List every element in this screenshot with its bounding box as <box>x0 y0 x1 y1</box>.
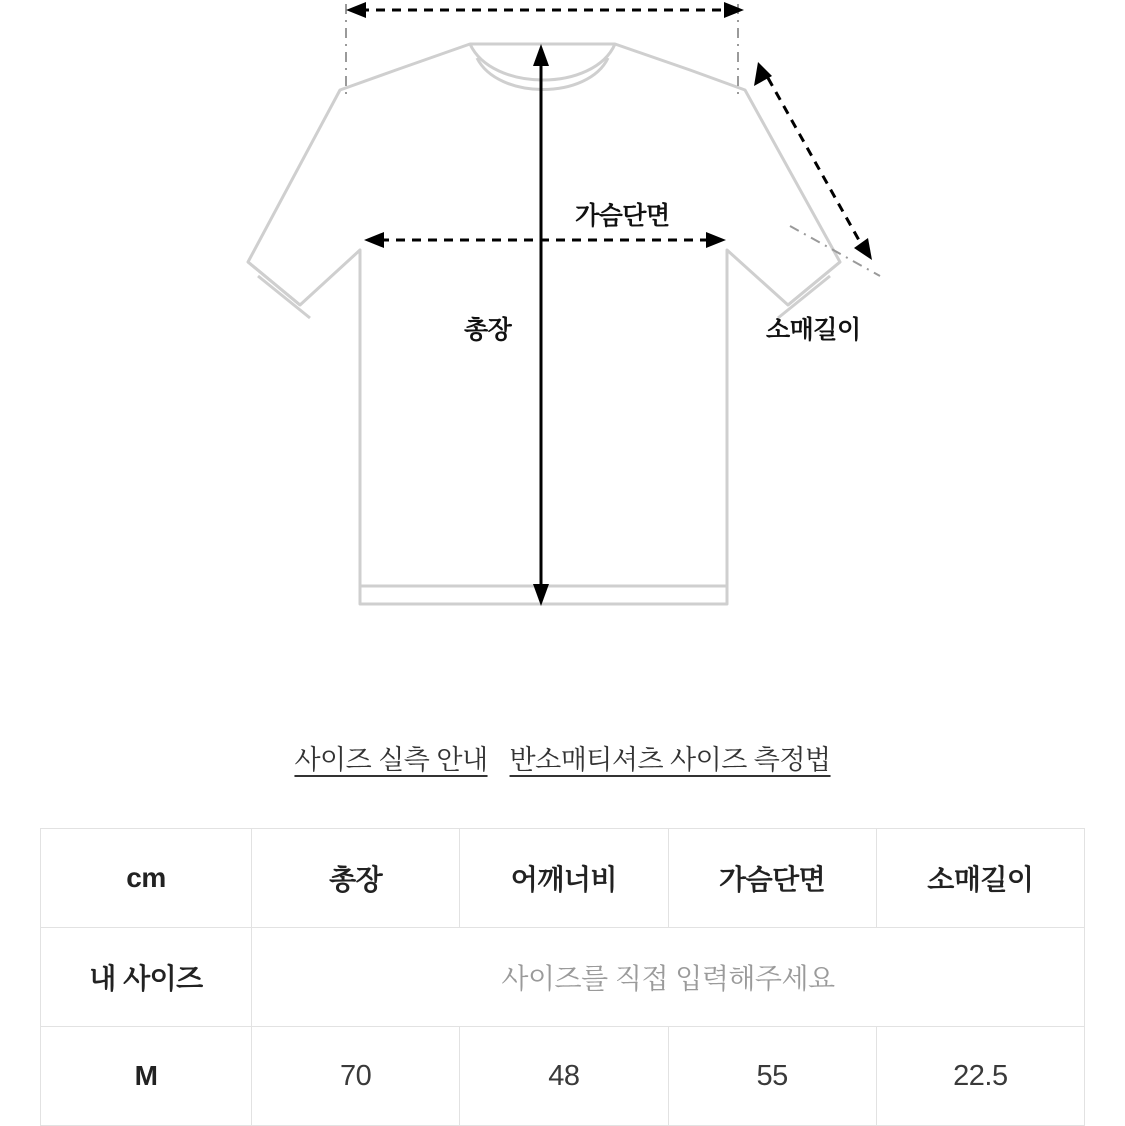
size-guide-link[interactable]: 사이즈 실측 안내 <box>294 744 488 775</box>
arrow-head-left <box>364 232 384 248</box>
arrow-head-down <box>854 238 872 260</box>
sleeve-length-label: 소매길이 <box>766 316 861 344</box>
cell-chest: 55 <box>668 1027 876 1126</box>
my-size-input-placeholder[interactable]: 사이즈를 직접 입력해주세요 <box>252 928 1085 1027</box>
table-header-total-length: 총장 <box>252 829 460 928</box>
guide-links <box>0 734 1125 780</box>
my-size-row[interactable] <box>41 928 1085 1027</box>
arrow-head-up <box>533 44 549 66</box>
size-table <box>40 828 1085 1126</box>
table-row <box>41 1027 1085 1126</box>
cell-sleeve-length: 22.5 <box>876 1027 1084 1126</box>
total-length-label: 총장 <box>464 316 512 344</box>
arrow-head-right <box>724 2 744 18</box>
table-header-shoulder-width: 어깨너비 <box>460 829 668 928</box>
measure-method-link[interactable]: 반소매티셔츠 사이즈 측정법 <box>509 744 831 775</box>
table-header-row <box>41 829 1085 928</box>
arrow-head-right <box>706 232 726 248</box>
size-label-m: M <box>41 1027 252 1126</box>
cell-total-length: 70 <box>252 1027 460 1126</box>
table-header-unit: cm <box>41 829 252 928</box>
tshirt-outline-icon <box>248 44 840 604</box>
cell-shoulder-width: 48 <box>460 1027 668 1126</box>
chest-label: 가슴단면 <box>575 202 670 230</box>
arrow-head-left <box>346 2 366 18</box>
table-header-chest: 가슴단면 <box>668 829 876 928</box>
my-size-label: 내 사이즈 <box>41 928 252 1027</box>
table-header-sleeve-length: 소매길이 <box>876 829 1084 928</box>
